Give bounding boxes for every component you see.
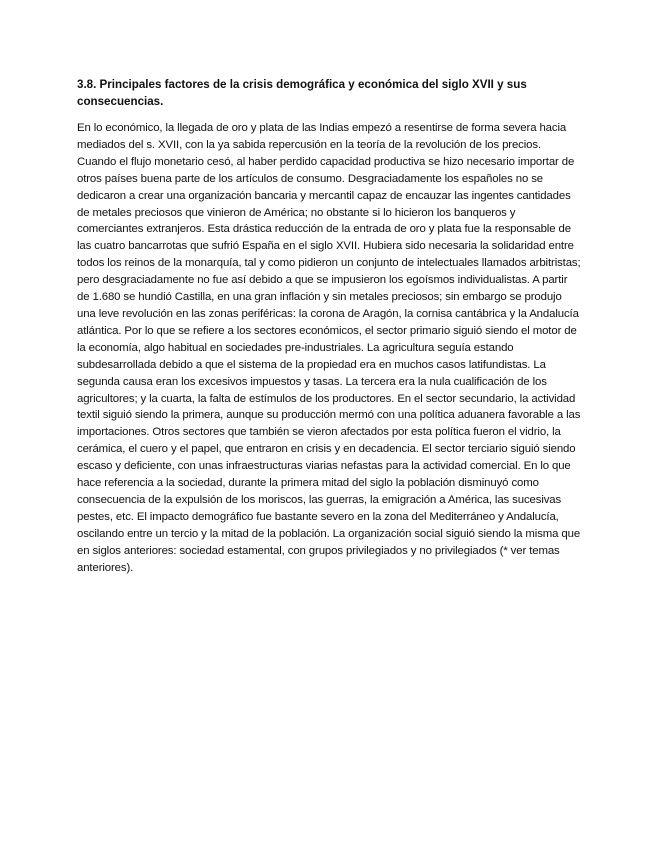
document-content [77,76,582,576]
body-paragraph: En lo económico, la llegada de oro y plata de las Indias empezó a resentirse de forma severa hacia mediados del s. XVII, con la ya sabida repercusión en la teoría de la revolución de los precios. Cuando el flujo monetario cesó, al haber perdido capacidad productiva se hizo necesario importar de otros países buena parte de los artículos de consumo. Desgraciadamente los españoles no se dedicaron a crear una organización bancaria y mercantil capaz de encauzar las ingentes cantidades de metales preciosos que vinieron de América; no obstante si lo hicieron los banqueros y comerciantes extranjeros. Esta drástica reducción de la entrada de oro y plata fue la responsable de las cuatro bancarrotas que sufrió España en el siglo XVII. Hubiera sido necesaria la solidaridad entre todos los reinos de la monarquía, tal y como pidieron un conjunto de intelectuales llamados arbitristas; pero desgraciadamente no fue así debido a que se impusieron los egoísmos individualistas. A partir de 1.680 se hundió Castilla, en una gran inflación y sin metales preciosos; sin embargo se produjo una leve revolución en las zonas periféricas: la corona de Aragón, la cornisa cantábrica y la Andalucía atlántica. Por lo que se refiere a los sectores económicos, el sector primario siguió siendo el motor de la economía, algo habitual en sociedades pre-industriales. La agricultura seguía estando subdesarrollada debido a que el sistema de la propiedad era en muchos casos latifundistas. La segunda causa eran los excesivos impuestos y tasas. La tercera era la nula cualificación de los agricultores; y la cuarta, la falta de estímulos de los productores. En el sector secundario, la actividad textil siguió siendo la primera, aunque su producción mermó con una política aduanera favorable a las importaciones. Otros sectores que también se vieron afectados por esta política fueron el vidrio, la cerámica, el cuero y el papel, que entraron en crisis y en decadencia. El sector terciario siguió siendo escaso y deficiente, con unas infraestructuras viarias nefastas para la actividad comercial. En lo que hace referencia a la sociedad, durante la primera mitad del siglo la población disminuyó como consecuencia de la expulsión de los moriscos, las guerras, la emigración a América, las sucesivas pestes, etc. El impacto demográfico fue bastante severo en la zona del Mediterráneo y Andalucía, oscilando entre un tercio y la mitad de la población. La organización social siguió siendo la misma que en siglos anteriores: sociedad estamental, con grupos privilegiados y no privilegiados (* ver temas anteriores). [77,122,581,574]
section-heading: 3.8. Principales factores de la crisis demográfica y económica del siglo XVII y sus consecuencias. [77,78,527,108]
